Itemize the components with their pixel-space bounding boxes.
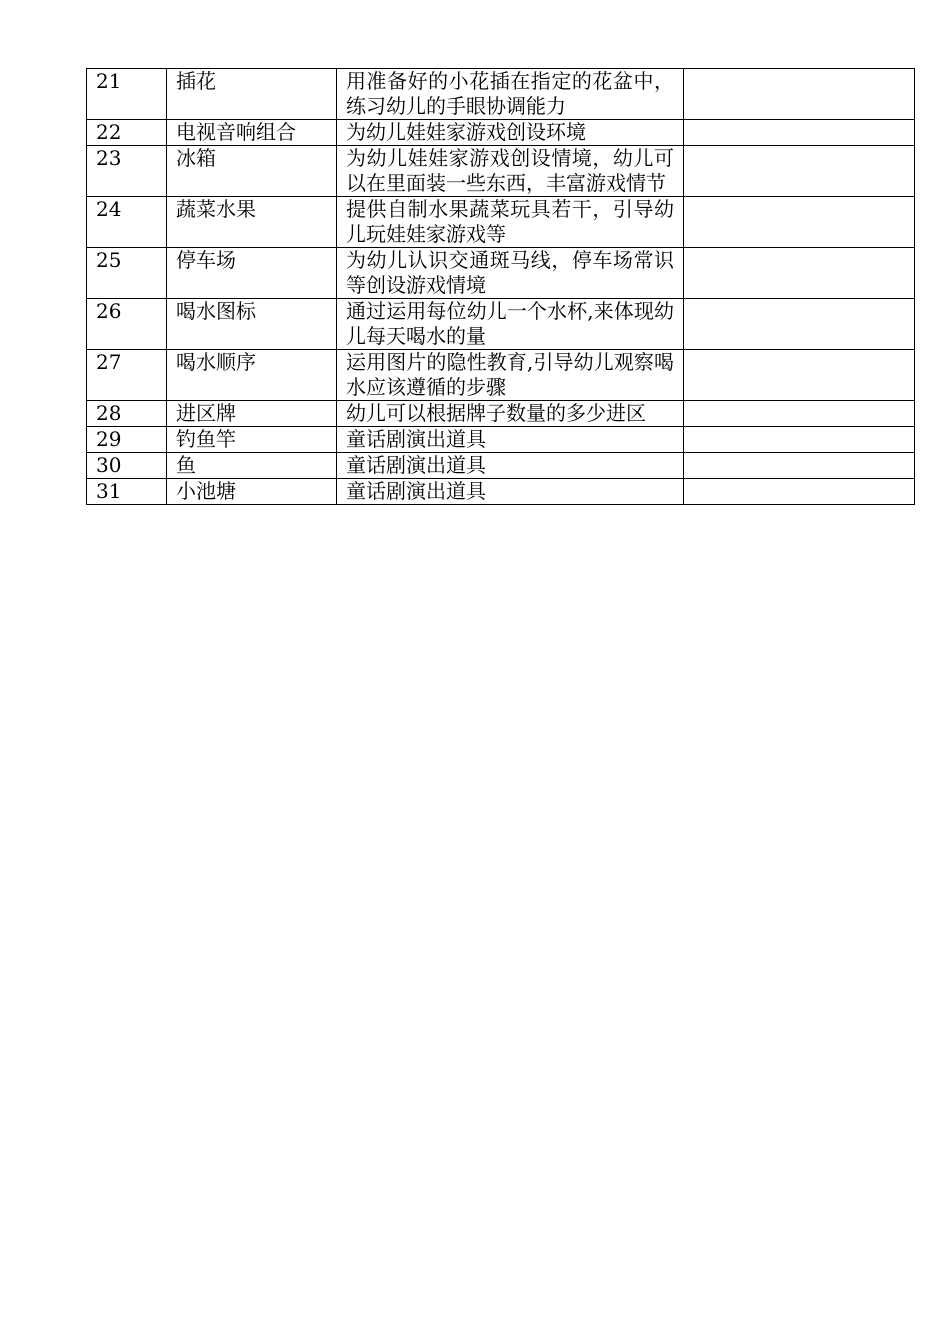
cell-description: 为幼儿娃娃家游戏创设环境 (337, 120, 684, 146)
cell-note (684, 146, 915, 197)
cell-item-name: 停车场 (167, 248, 337, 299)
cell-number: 28 (87, 401, 167, 427)
cell-note (684, 248, 915, 299)
table-row (87, 479, 915, 505)
cell-item-name: 电视音响组合 (167, 120, 337, 146)
cell-number: 30 (87, 453, 167, 479)
cell-item-name: 冰箱 (167, 146, 337, 197)
cell-note (684, 479, 915, 505)
cell-description: 幼儿可以根据牌子数量的多少进区 (337, 401, 684, 427)
table-row (87, 427, 915, 453)
cell-note (684, 453, 915, 479)
cell-description: 童话剧演出道具 (337, 479, 684, 505)
cell-item-name: 蔬菜水果 (167, 197, 337, 248)
cell-description: 运用图片的隐性教育,引导幼儿观察喝水应该遵循的步骤 (337, 350, 684, 401)
table-row (87, 401, 915, 427)
table-row (87, 146, 915, 197)
table-row (87, 69, 915, 120)
cell-item-name: 插花 (167, 69, 337, 120)
cell-description: 为幼儿认识交通斑马线，停车场常识等创设游戏情境 (337, 248, 684, 299)
cell-note (684, 69, 915, 120)
cell-number: 25 (87, 248, 167, 299)
table-row (87, 453, 915, 479)
cell-number: 31 (87, 479, 167, 505)
cell-number: 21 (87, 69, 167, 120)
table-row (87, 299, 915, 350)
cell-item-name: 进区牌 (167, 401, 337, 427)
cell-number: 27 (87, 350, 167, 401)
cell-number: 26 (87, 299, 167, 350)
cell-description: 童话剧演出道具 (337, 453, 684, 479)
cell-item-name: 小池塘 (167, 479, 337, 505)
table-row (87, 350, 915, 401)
cell-number: 22 (87, 120, 167, 146)
cell-note (684, 299, 915, 350)
cell-note (684, 350, 915, 401)
cell-description: 通过运用每位幼儿一个水杯,来体现幼儿每天喝水的量 (337, 299, 684, 350)
cell-item-name: 喝水顺序 (167, 350, 337, 401)
cell-description: 为幼儿娃娃家游戏创设情境，幼儿可以在里面装一些东西，丰富游戏情节 (337, 146, 684, 197)
cell-note (684, 427, 915, 453)
table-row (87, 197, 915, 248)
cell-item-name: 钓鱼竿 (167, 427, 337, 453)
cell-item-name: 鱼 (167, 453, 337, 479)
props-table (86, 68, 915, 505)
cell-note (684, 120, 915, 146)
cell-number: 23 (87, 146, 167, 197)
cell-description: 童话剧演出道具 (337, 427, 684, 453)
cell-description: 提供自制水果蔬菜玩具若干，引导幼儿玩娃娃家游戏等 (337, 197, 684, 248)
cell-note (684, 401, 915, 427)
cell-number: 24 (87, 197, 167, 248)
cell-number: 29 (87, 427, 167, 453)
cell-note (684, 197, 915, 248)
table-row (87, 248, 915, 299)
cell-description: 用准备好的小花插在指定的花盆中，练习幼儿的手眼协调能力 (337, 69, 684, 120)
table-row (87, 120, 915, 146)
cell-item-name: 喝水图标 (167, 299, 337, 350)
